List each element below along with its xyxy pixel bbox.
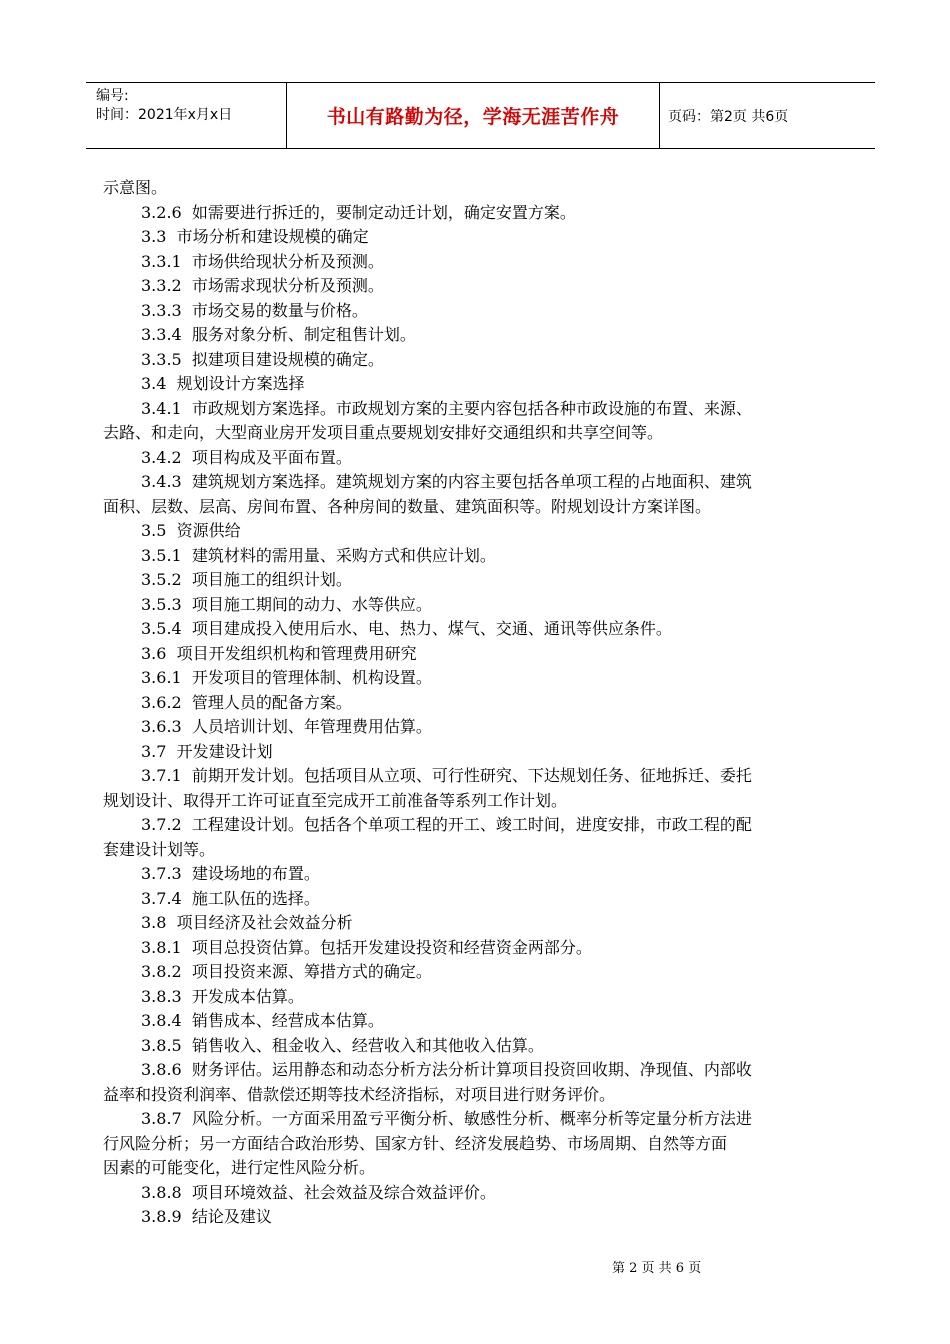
body-line: 3.8.8 项目环境效益、社会效益及综合效益评价。: [141, 1182, 496, 1202]
document-body: [103, 176, 859, 1230]
body-line: 3.8.7 风险分析。一方面采用盈亏平衡分析、敏感性分析、概率分析等定量分析方法进: [141, 1109, 752, 1128]
body-line: 3.8.2 项目投资来源、筹措方式的确定。: [141, 962, 432, 981]
body-line: 3.8.3 开发成本估算。: [141, 986, 304, 1006]
header-motto-cell: [286, 83, 660, 148]
body-line: 3.3.3 市场交易的数量与价格。: [141, 300, 368, 320]
body-line: 3.8.1 项目总投资估算。包括开发建设投资和经营资金两部分。: [141, 937, 592, 957]
body-line: 3.8.6 财务评估。运用静态和动态分析方法分析计算项目投资回收期、净现值、内部收: [141, 1060, 752, 1079]
body-line: 3.2.6 如需要进行拆迁的，要制定动迁计划，确定安置方案。: [141, 202, 576, 222]
section-heading: 3.8 项目经济及社会效益分析: [141, 913, 353, 932]
body-line: 3.4.3 建筑规划方案选择。建筑规划方案的内容主要包括各单项工程的占地面积、建筑: [141, 472, 752, 491]
header-motto: 书山有路勤为径，学海无涯苦作舟: [326, 106, 620, 128]
body-line: 3.7.3 建设场地的布置。: [141, 864, 320, 883]
body-line: 3.8.9 结论及建议: [141, 1207, 272, 1226]
page-footer: [612, 1257, 701, 1276]
body-line: 3.5.4 项目建成投入使用后水、电、热力、煤气、交通、通讯等供应条件。: [141, 619, 672, 638]
body-line: 去路、和走向，大型商业房开发项目重点要规划安排好交通组织和共享空间等。: [103, 423, 664, 442]
body-line: 3.3.5 拟建项目建设规模的确定。: [141, 349, 384, 369]
body-line: 3.5.1 建筑材料的需用量、采购方式和供应计划。: [141, 545, 496, 565]
body-line: 3.3.2 市场需求现状分析及预测。: [141, 276, 384, 295]
footer-page-number: 第 2 页 共 6 页: [612, 1261, 702, 1276]
document-number-label: 编号:: [96, 88, 129, 104]
document-time-label: 时间：2021年x月x日: [96, 107, 233, 123]
body-line: 3.7.2 工程建设计划。包括各个单项工程的开工、竣工时间，进度安排，市政工程的配: [141, 815, 752, 834]
body-line: 行风险分析；另一方面结合政治形势、国家方针、经济发展趋势、市场周期、自然等方面: [103, 1133, 728, 1153]
body-line: 3.7.4 施工队伍的选择。: [141, 888, 320, 908]
section-heading: 3.7 开发建设计划: [141, 741, 273, 761]
section-heading: 3.5 资源供给: [141, 521, 241, 540]
body-line: 3.8.5 销售收入、租金收入、经营收入和其他收入估算。: [141, 1035, 544, 1055]
body-line: 3.4.2 项目构成及平面布置。: [141, 447, 352, 467]
page-header: [86, 82, 875, 149]
body-line: 3.4.1 市政规划方案选择。市政规划方案的主要内容包括各种市政设施的布置、来源、: [141, 398, 752, 418]
body-line: 面积、层数、层高、房间布置、各种房间的数量、建筑面积等。附规划设计方案详图。: [103, 496, 712, 516]
header-meta: [86, 83, 286, 148]
section-heading: 3.6 项目开发组织机构和管理费用研究: [141, 643, 417, 663]
body-line: 3.6.2 管理人员的配备方案。: [141, 692, 352, 712]
body-line: 3.6.3 人员培训计划、年管理费用估算。: [141, 717, 432, 736]
section-heading: 3.4 规划设计方案选择: [141, 374, 305, 393]
section-heading: 3.3 市场分析和建设规模的确定: [141, 227, 369, 246]
body-line: 3.7.1 前期开发计划。包括项目从立项、可行性研究、下达规划任务、征地拆迁、委托: [141, 766, 752, 785]
body-line: 3.5.2 项目施工的组织计划。: [141, 570, 352, 589]
body-line: 3.3.1 市场供给现状分析及预测。: [141, 251, 384, 271]
body-line: 因素的可能变化，进行定性风险分析。: [103, 1158, 376, 1177]
body-line: 3.3.4 服务对象分析、制定租售计划。: [141, 325, 416, 344]
header-page-code: 页码：第2页 共6页: [668, 108, 789, 125]
body-line: 益率和投资利润率、借款偿还期等技术经济指标，对项目进行财务评价。: [103, 1084, 616, 1104]
body-line: 3.8.4 销售成本、经营成本估算。: [141, 1011, 384, 1030]
body-line: 规划设计、取得开工许可证直至完成开工前准备等系列工作计划。: [103, 790, 568, 810]
header-page-code-cell: [660, 83, 875, 148]
body-line: 3.6.1 开发项目的管理体制、机构设置。: [141, 668, 432, 687]
body-line: 示意图。: [103, 178, 168, 197]
body-line: 套建设计划等。: [103, 839, 216, 859]
body-line: 3.5.3 项目施工期间的动力、水等供应。: [141, 594, 432, 614]
